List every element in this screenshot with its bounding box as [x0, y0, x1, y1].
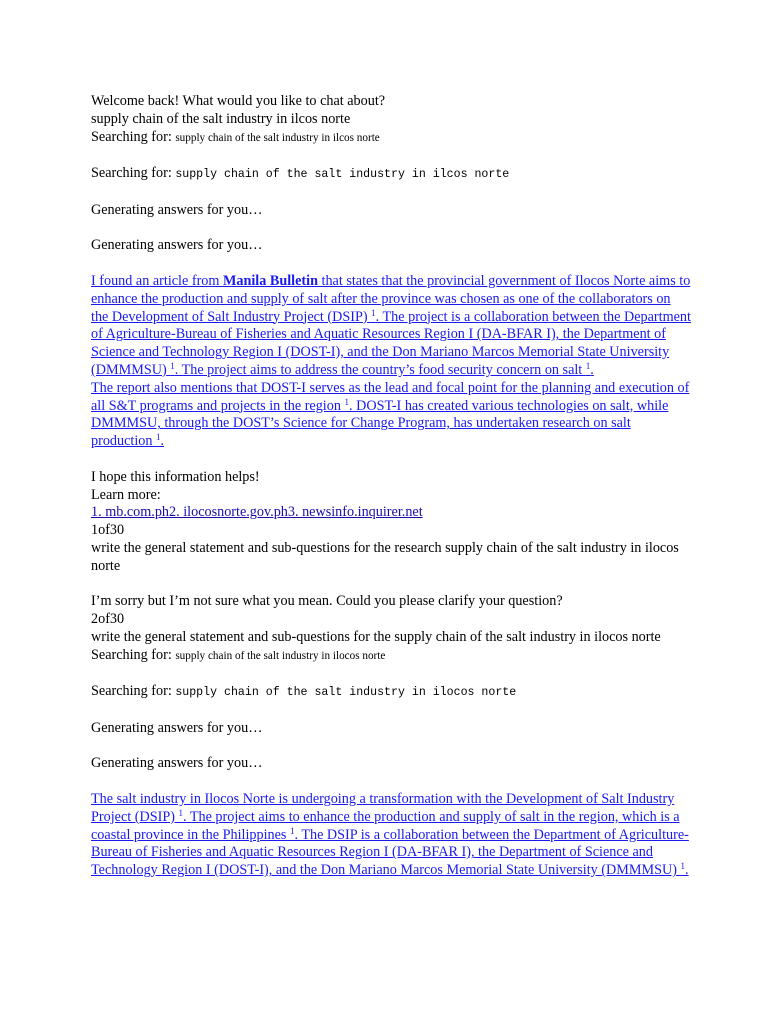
learn-more-label: Learn more: — [91, 486, 161, 503]
answer-1-paragraph-2[interactable] — [91, 380, 691, 451]
spacer — [91, 702, 691, 720]
citation-marker[interactable]: 1 — [156, 432, 161, 443]
search-query-code: supply chain of the salt industry in ilocos norte — [175, 686, 517, 700]
citation-marker[interactable]: 1 — [289, 825, 295, 836]
source-name: Manila Bulletin — [222, 272, 318, 289]
answer-text: . The project aims to address the country’s food security concern on salt — [174, 361, 586, 378]
searching-label: Searching for: — [91, 165, 176, 182]
spacer — [91, 184, 691, 202]
user-query-3: write the general statement and sub-questions for the supply chain of the salt industry in ilocos norte — [91, 628, 661, 645]
spacer — [91, 576, 691, 594]
answer-text: I found an article from — [91, 272, 223, 289]
citation-marker[interactable]: 1 — [585, 360, 591, 371]
user-query-2: write the general statement and sub-questions for the research supply chain of the salt industry in ilocos norte — [91, 539, 679, 574]
answer-text: . The DSIP is a collaboration between the Department of Agriculture-Bureau of Fisheries and Aquatic Resources Region I (DA-BFAR I), the Department of Science and Technology Region I (DOST-I), and the Don Mariano Marcos Memorial State University (DMMMSU) — [91, 826, 689, 879]
answer-text: . The project aims to enhance the production and supply of salt in the region, which is a coastal province in the Philippines — [91, 808, 680, 843]
citation-marker[interactable]: 1 — [178, 807, 183, 818]
generating-status-3: Generating answers for you… — [91, 719, 263, 736]
citation-marker[interactable]: 1 — [344, 396, 349, 407]
citation-marker[interactable]: 1 — [170, 360, 175, 371]
answer-text: . DOST-I has created various technologies on salt, while DMMMSU, through the DOST’s Science for Change Program, has undertaken research on salt production — [91, 397, 669, 450]
citation-marker[interactable]: 1 — [680, 861, 686, 872]
closing-message: I hope this information helps! — [91, 468, 260, 485]
answer-text: The salt industry in Ilocos Norte is undergoing a transformation with the Development of Salt Industry Project (DSIP) — [91, 791, 675, 825]
spacer — [91, 666, 691, 684]
answer-text: . — [590, 361, 594, 378]
spacer — [91, 773, 691, 791]
generating-status-4: Generating answers for you… — [91, 755, 263, 772]
searching-status-2 — [91, 165, 691, 184]
answer-text: The report also mentions that DOST-I serves as the lead and focal point for the planning and execution of all S&T programs and projects in the region — [91, 379, 690, 414]
search-query-text: supply chain of the salt industry in ilcos norte — [175, 131, 380, 144]
chat-transcript-page — [91, 93, 691, 880]
searching-status-1 — [91, 129, 691, 148]
answer-2-paragraph[interactable] — [91, 791, 691, 880]
searching-status-4 — [91, 683, 691, 702]
generating-status-2: Generating answers for you… — [91, 237, 263, 254]
assistant-reply-2: I’m sorry but I’m not sure what you mean. Could you please clarify your question? — [91, 593, 563, 610]
searching-status-3 — [91, 647, 691, 666]
generating-status-1: Generating answers for you… — [91, 201, 263, 218]
spacer — [91, 451, 691, 469]
user-query-1: supply chain of the salt industry in ilcos norte — [91, 110, 351, 127]
searching-label: Searching for: — [91, 646, 176, 663]
searching-label: Searching for: — [91, 128, 176, 145]
answer-text: that states that the provincial government of Ilocos Norte aims to enhance the production and supply of salt after the province was chosen as one of the collaborators on the Development of Salt Industry Project (DSIP) — [91, 272, 691, 325]
message-counter-1: 1of30 — [91, 522, 125, 539]
answer-1-paragraph-1[interactable] — [91, 273, 691, 380]
learn-more-links[interactable]: 1. mb.com.ph2. ilocosnorte.gov.ph3. newsinfo.inquirer.net — [91, 504, 423, 521]
answer-text: . — [685, 862, 689, 879]
citation-marker[interactable]: 1 — [371, 307, 376, 318]
search-query-text: supply chain of the salt industry in ilocos norte — [175, 649, 386, 662]
search-query-code: supply chain of the salt industry in ilcos norte — [175, 168, 510, 182]
welcome-message: Welcome back! What would you like to chat about? — [91, 93, 386, 109]
spacer — [91, 147, 691, 165]
searching-label: Searching for: — [91, 683, 176, 700]
spacer — [91, 220, 691, 238]
answer-text: . — [160, 433, 165, 450]
answer-text: . The project is a collaboration between the Department of Agriculture-Bureau of Fisheries and Aquatic Resources Region I (DA-BFAR I), the Department of Science and Technology Region I (DOST-I), and the Don Mariano Marcos Memorial State University (DMMMSU) — [91, 308, 691, 378]
spacer — [91, 738, 691, 756]
spacer — [91, 255, 691, 273]
message-counter-2: 2of30 — [91, 611, 125, 628]
